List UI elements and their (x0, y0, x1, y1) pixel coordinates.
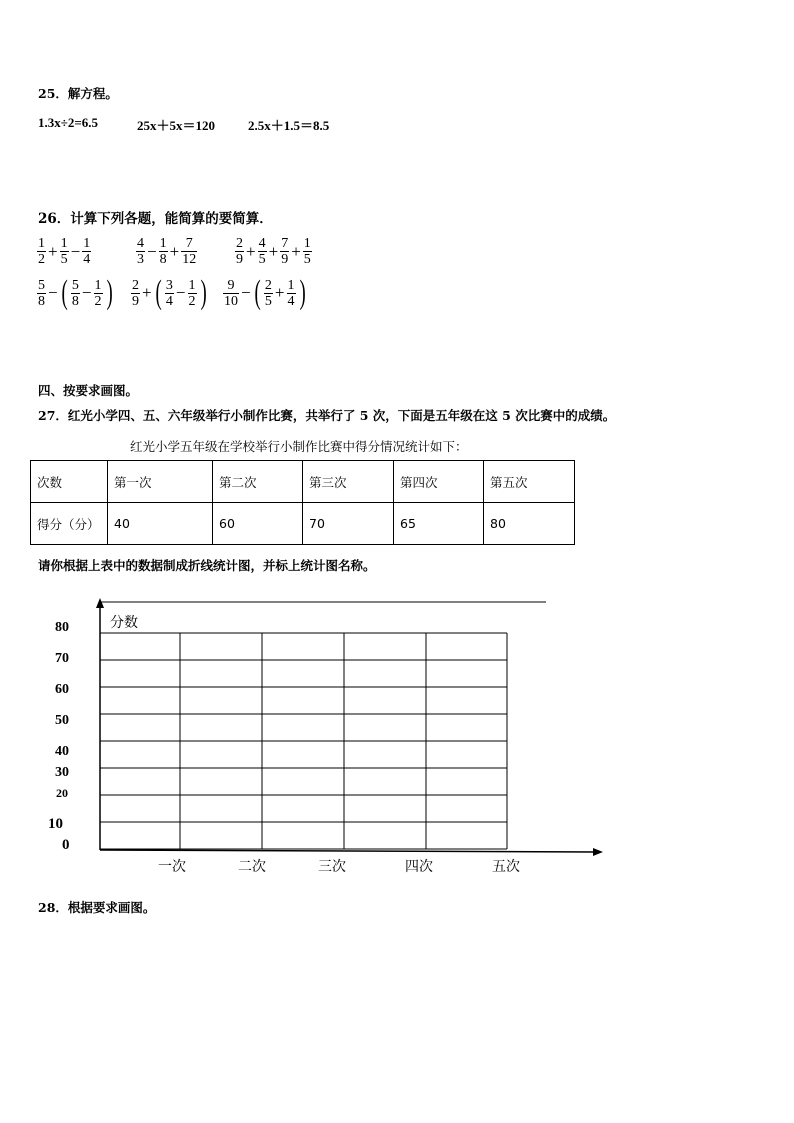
x-tick-label: 四次 (405, 859, 433, 875)
y-tick-label: 70 (55, 651, 69, 666)
fraction: $\frac{9}{10}$ (224, 277, 238, 309)
y-tick-label: 0 (62, 837, 70, 853)
q27-title: 27．红光小学四、五、六年级举行小制作比赛，共举行了 5 次，下面是五年级在这 5 次比赛中的成绩。 (38, 408, 616, 423)
y-tick-label: 10 (48, 816, 63, 832)
x-tick-label: 五次 (492, 859, 520, 875)
y-tick-label: 30 (55, 765, 69, 780)
table-caption: 红光小学五年级在学校举行小制作比赛中得分情况统计如下： (130, 439, 468, 454)
table-cell: 65 (394, 503, 484, 545)
fraction: $\frac{1}{5}$ (60, 236, 68, 267)
fraction: $\frac{1}{8}$ (159, 236, 167, 267)
q26-expr-4: $\frac{5}{8}$ − ( $\frac{5}{8}$ − $\frac{1}{2}$ ) (38, 274, 113, 311)
table-cell: 第五次 (484, 461, 575, 503)
q26-expr-5: $\frac{2}{9}$ + ( $\frac{3}{4}$ − $\frac{1}{2}$ ) (132, 274, 207, 311)
q25-equation-1: 1.3x÷2=6.5 (38, 115, 99, 130)
y-tick-label: 60 (55, 682, 69, 697)
fraction: $\frac{1}{2}$ (38, 236, 45, 267)
table-cell: 70 (303, 503, 394, 545)
fraction: $\frac{7}{12}$ (182, 236, 197, 267)
fraction: $\frac{1}{4}$ (287, 277, 295, 309)
table-cell: 60 (213, 503, 303, 545)
q25-equation-2: 25x＋5x＝120 (137, 118, 216, 133)
table-row (31, 503, 575, 545)
table-cell: 第一次 (108, 461, 213, 503)
table-cell: 第三次 (303, 461, 394, 503)
y-tick-label: 20 (56, 786, 68, 800)
table-cell: 得分（分） (31, 503, 108, 545)
x-tick-label: 一次 (158, 859, 186, 875)
q27-instruction: 请你根据上表中的数据制成折线统计图，并标上统计图名称。 (38, 558, 376, 573)
table-cell: 第四次 (394, 461, 484, 503)
y-axis-arrow-icon (96, 598, 104, 608)
q25-title: 25．解方程。 (38, 86, 118, 101)
fraction: $\frac{5}{8}$ (38, 277, 45, 309)
line-chart-grid (0, 590, 620, 880)
table-cell: 80 (484, 503, 575, 545)
q26-expr-6: $\frac{9}{10}$ − ( $\frac{2}{5}$ + $\frac{1}{4}$ ) (224, 274, 306, 311)
q26-expr-1: $\frac{1}{2}$ + $\frac{1}{5}$ − $\frac{1}{4}$ (38, 236, 91, 267)
fraction: $\frac{2}{5}$ (264, 277, 272, 309)
table-header-row (31, 461, 575, 503)
fraction: $\frac{1}{2}$ (188, 277, 196, 309)
fraction: $\frac{7}{9}$ (281, 236, 289, 267)
fraction: $\frac{2}{9}$ (236, 236, 243, 267)
x-axis-arrow-icon (593, 848, 603, 856)
q26-expr-3: $\frac{2}{9}$ + $\frac{4}{5}$ + $\frac{7}{9}$ + $\frac{1}{5}$ (236, 236, 311, 267)
y-tick-label: 80 (55, 620, 69, 635)
fraction: $\frac{4}{5}$ (258, 236, 266, 267)
fraction: $\frac{4}{3}$ (137, 236, 144, 267)
y-tick-label: 50 (55, 713, 69, 728)
score-table (30, 460, 575, 545)
fraction: $\frac{1}{5}$ (303, 236, 311, 267)
table-cell: 第二次 (213, 461, 303, 503)
table-cell: 40 (108, 503, 213, 545)
x-axis (100, 850, 596, 852)
q26-expr-2: $\frac{4}{3}$ − $\frac{1}{8}$ + $\frac{7}{12}$ (137, 236, 197, 267)
fraction: $\frac{1}{4}$ (83, 236, 91, 267)
fraction: $\frac{2}{9}$ (132, 277, 139, 309)
fraction: $\frac{1}{2}$ (94, 277, 102, 309)
fraction: $\frac{5}{8}$ (71, 277, 79, 309)
q25-equation-3: 2.5x＋1.5＝8.5 (248, 118, 330, 133)
x-tick-label: 三次 (318, 859, 346, 875)
fraction: $\frac{3}{4}$ (165, 277, 173, 309)
q28-title: 28．根据要求画图。 (38, 900, 156, 915)
q26-title: 26．计算下列各题，能简算的要简算． (38, 211, 273, 227)
y-tick-label: 40 (55, 744, 69, 759)
table-cell: 次数 (31, 461, 108, 503)
x-tick-label: 二次 (238, 859, 266, 875)
y-axis-label: 分数 (110, 615, 138, 631)
section-4-title: 四、按要求画图。 (38, 383, 139, 398)
